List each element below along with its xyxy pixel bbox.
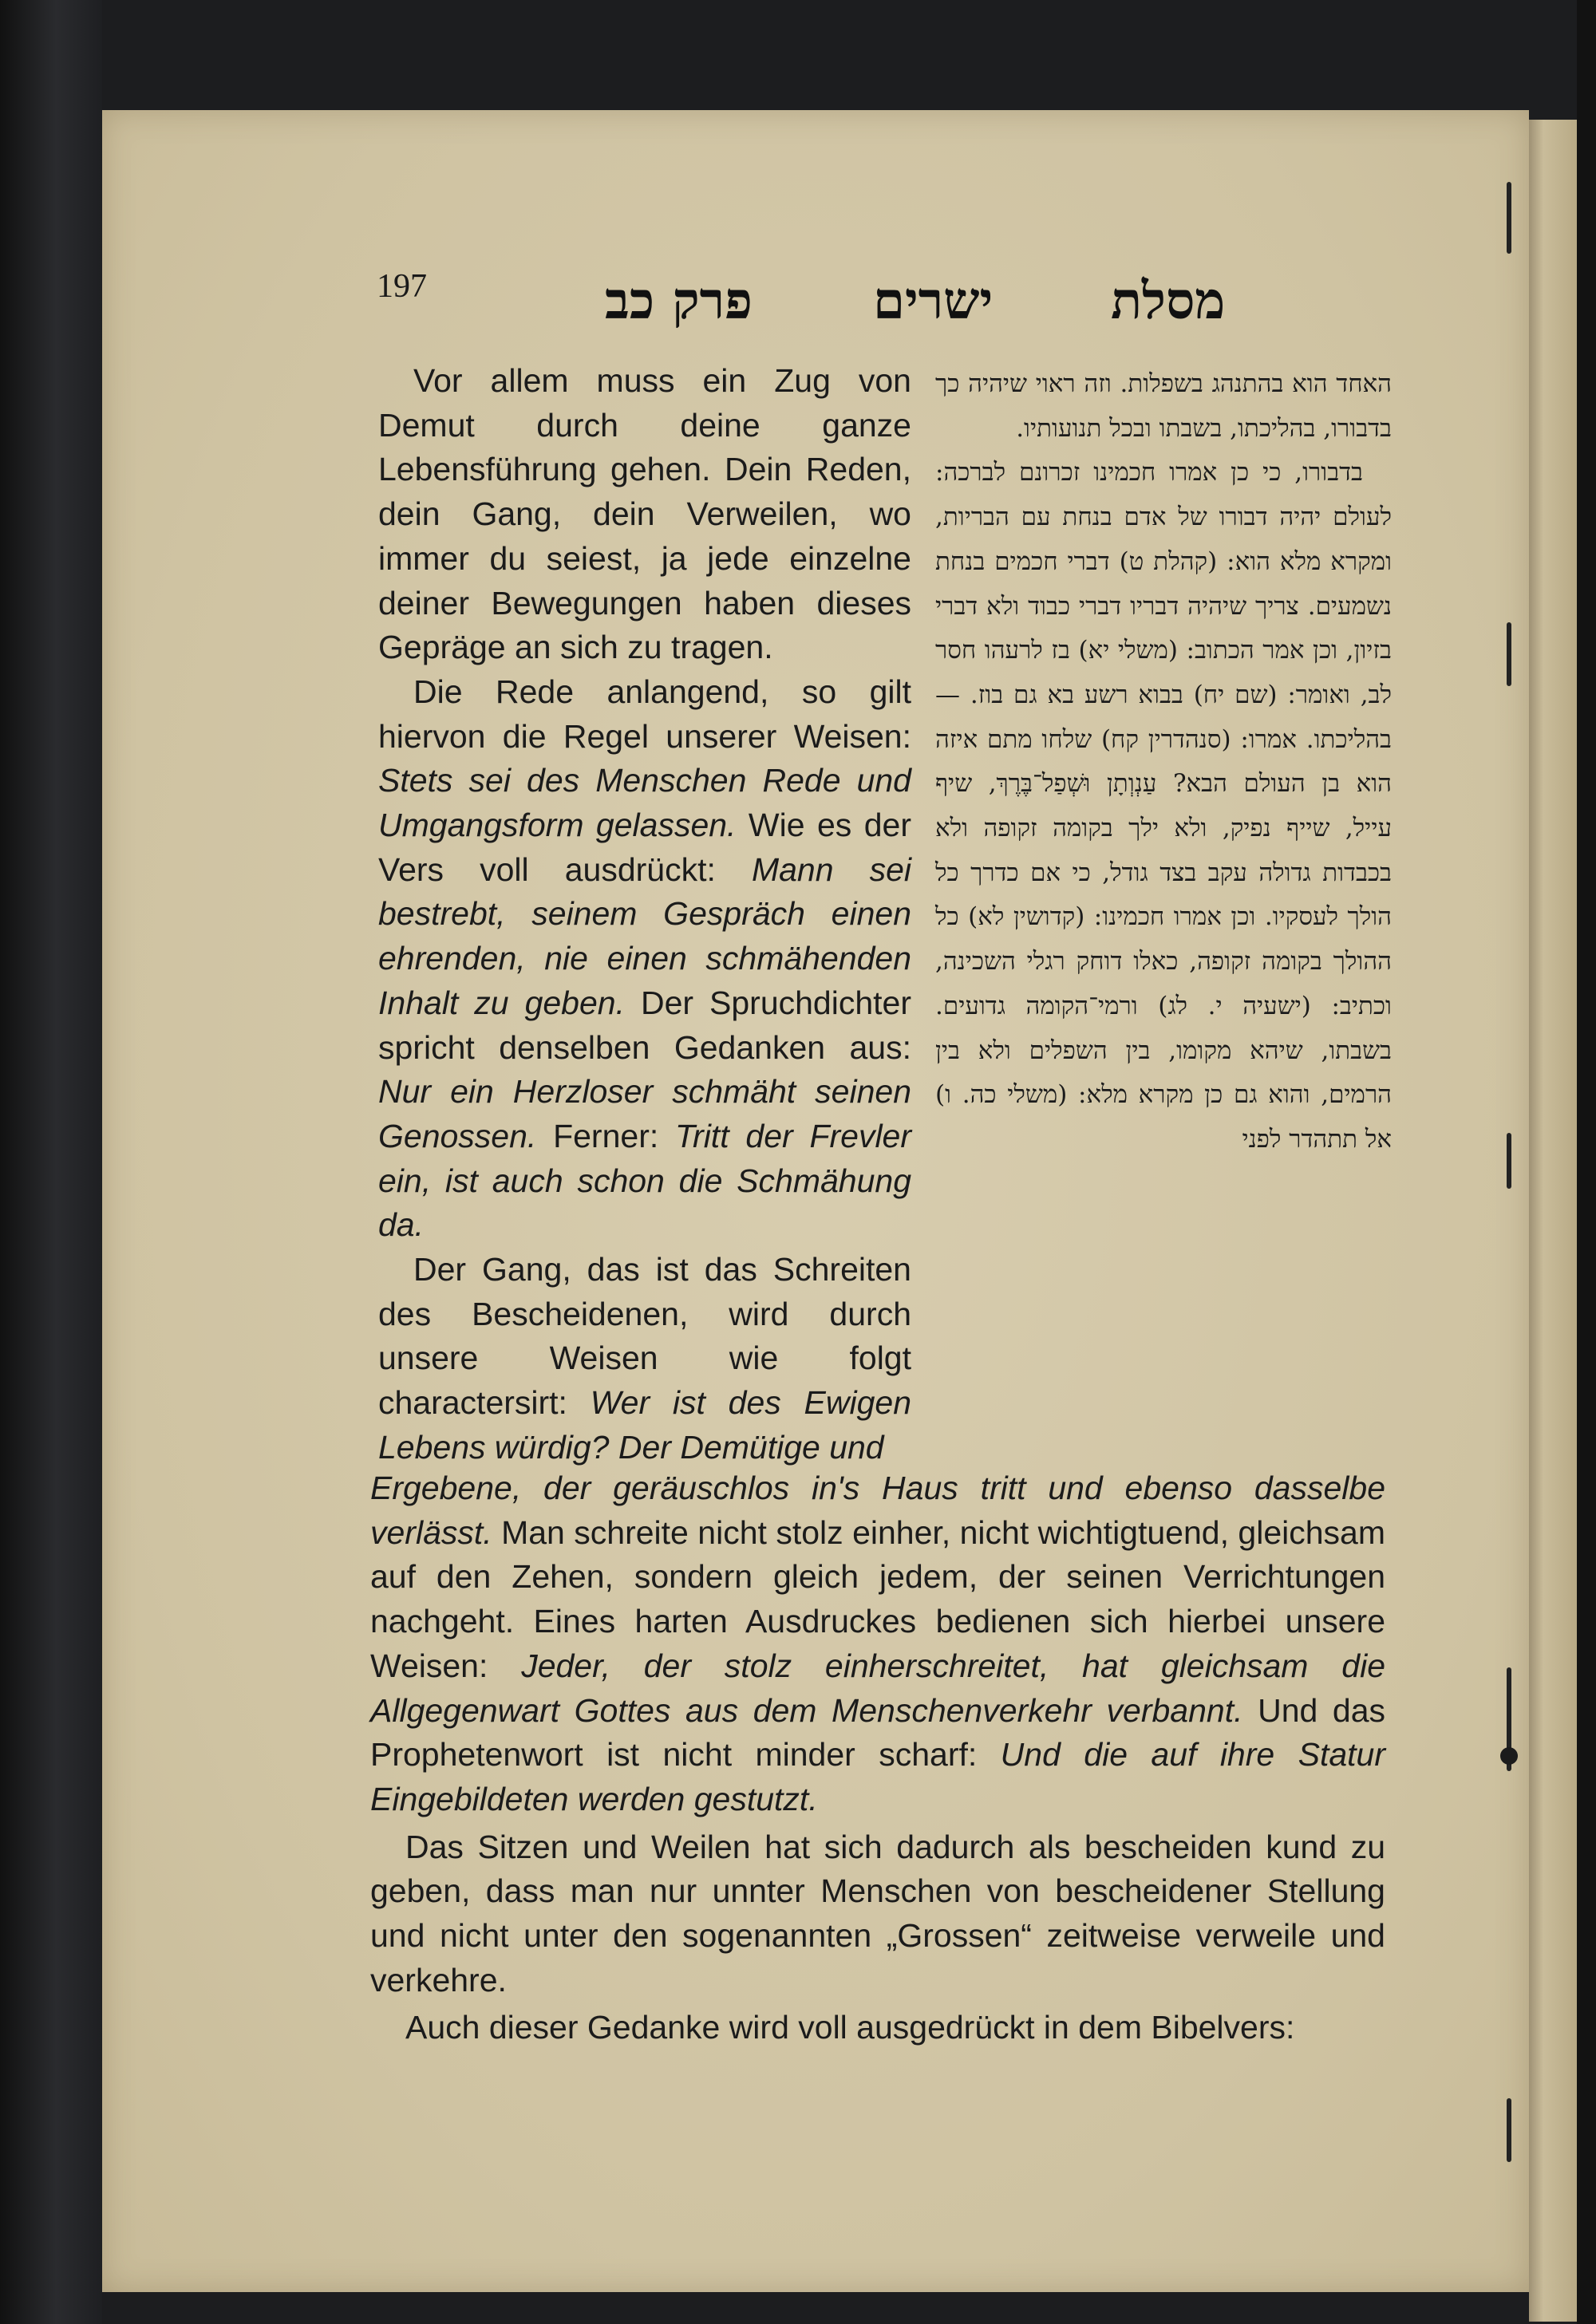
binding-knot	[1500, 1747, 1518, 1765]
text-segment: Vor allem muss ein Zug von Demut durch deine ganze Lebensführung gehen. Dein Reden, dein Gang, dein Verweilen, wo immer du seiest, ja jede einzelne deiner Bewegungen haben dieses Gepräge an sich zu tragen.	[378, 362, 911, 666]
binding-stitch	[1507, 182, 1511, 254]
text-segment: Mann sei bestrebt, seinem Gespräch einen ehrenden, nie einen schmähenden Inhalt zu geben.	[378, 850, 911, 1021]
text-segment: Und das Prophetenwort ist nicht minder scharf:	[370, 1691, 1385, 1774]
binding-stitch	[1507, 1133, 1511, 1189]
binding-stitch	[1507, 2098, 1511, 2162]
page-number: 197	[377, 268, 427, 305]
text-segment: Ferner:	[536, 1117, 676, 1154]
text-segment: Wer ist des Ewigen Lebens würdig? Der Demütige und	[378, 1384, 911, 1466]
hebrew-text-column	[935, 362, 1392, 1162]
text-segment: Das Sitzen und Weilen hat sich dadurch als bescheiden kund zu geben, dass man nur unnter Menschen von bescheidener Stellung und nicht unter den sogenannten „Grossen“ zeitweise verweile und verkehre.	[370, 1828, 1385, 1998]
text-segment: Man schreite nicht stolz einher, nicht wichtigtuend, gleichsam auf den Zehen, sondern gleich jedem, der seinen Verrichtungen nachgeht. Eines harten Ausdruckes bedienen sich hierbei unsere Weisen:	[370, 1513, 1385, 1684]
text-segment: Ergebene, der geräuschlos in's Haus tritt und ebenso dasselbe verlässt.	[370, 1470, 1385, 1551]
german-translation-column	[378, 359, 911, 1470]
paragraph-p3	[378, 1248, 911, 1470]
header-title-mesillat: מסלת	[1111, 271, 1226, 331]
facing-page-edge	[1529, 120, 1577, 2322]
text-segment: Der Spruchdichter spricht denselben Gedanken aus:	[378, 984, 911, 1066]
german-translation-full-width	[370, 1466, 1385, 2050]
right-shadow	[1577, 0, 1596, 2324]
text-segment: Und die auf ihre Statur Eingebildeten werden gestutzt.	[370, 1736, 1385, 1817]
paragraph-p2	[378, 670, 911, 1248]
paragraph-p3b	[370, 1466, 1385, 1822]
header-chapter: פרק כב	[605, 271, 753, 331]
paragraph-p5	[370, 2006, 1385, 2050]
hebrew-paragraph-h1: האחד הוא בהתנהג בשפלות. וזה ראוי שיהיה כך בדבורו, בהליכתו, בשבתו ובכל תנועותיו.	[935, 369, 1392, 443]
text-segment: Die Rede anlangend, so gilt hiervon die Regel unserer Weisen:	[378, 673, 911, 755]
text-segment: Stets sei des Menschen Rede und Umgangsform gelassen.	[378, 762, 911, 844]
header-title-yesharim: ישרים	[873, 271, 994, 331]
text-segment: Wie es der Vers voll ausdrückt:	[378, 807, 912, 888]
book-spine	[0, 0, 102, 2324]
hebrew-paragraph-h2: בדבורו, כי כן אמרו חכמינו זכרונם לברכה: לעולם יהיה דבורו של אדם בנחת עם הבריות, ומקרא מלא הוא: (קהלת ט) דברי חכמים בנחת נשמעים. צריך שיהיה דבריו דברי כבוד ולא דברי בזיון, וכן אמר הכתוב: (משלי יא) בז לרעהו חסר לב, ואומר: (שם יח) בבוא רשע בא גם בוז. — בהליכתו. אמרו: (סנהדרין קח) שלחו מתם איזה הוא בן העולם הבא? עַנְוְתָן וּשְׁפַל־בֶּרֶךְ, שיף עייל, שייף נפיק, ולא ילך בקומה זקופה ולא בכבדות גדולה עקב בצד גודל, כי אם כדרך כל הולך לעסקיו. וכן אמרו חכמינו: (קדושין לא) כל ההולך בקומה זקופה, כאלו דוחק רגלי השכינה, וכתיב: (ישעיה י. לג) ורמי־הקומה גדועים. בשבתו, שיהא מקומו, בין השפלים ולא בין הרמים, והוא גם כן מקרא מלא: (משלי כה. ו) אל תתהדר לפני	[935, 458, 1392, 1154]
text-segment: Auch dieser Gedanke wird voll ausgedrückt in dem Bibelvers:	[405, 2009, 1295, 2046]
text-segment: Nur ein Herzloser schmäht seinen Genossen.	[378, 1073, 911, 1154]
binding-stitch	[1507, 622, 1511, 686]
paragraph-p4	[370, 1825, 1385, 2003]
text-segment: Der Gang, das ist das Schreiten des Bescheidenen, wird durch unsere Weisen wie folgt charactersirt:	[378, 1251, 911, 1422]
text-segment: Jeder, der stolz einherschreitet, hat gleichsam die Allgegenwart Gottes aus dem Menschenverkehr verbannt.	[370, 1647, 1385, 1729]
text-segment: Tritt der Frevler ein, ist auch schon die Schmähung da.	[378, 1117, 912, 1244]
paragraph-p1	[378, 359, 911, 670]
